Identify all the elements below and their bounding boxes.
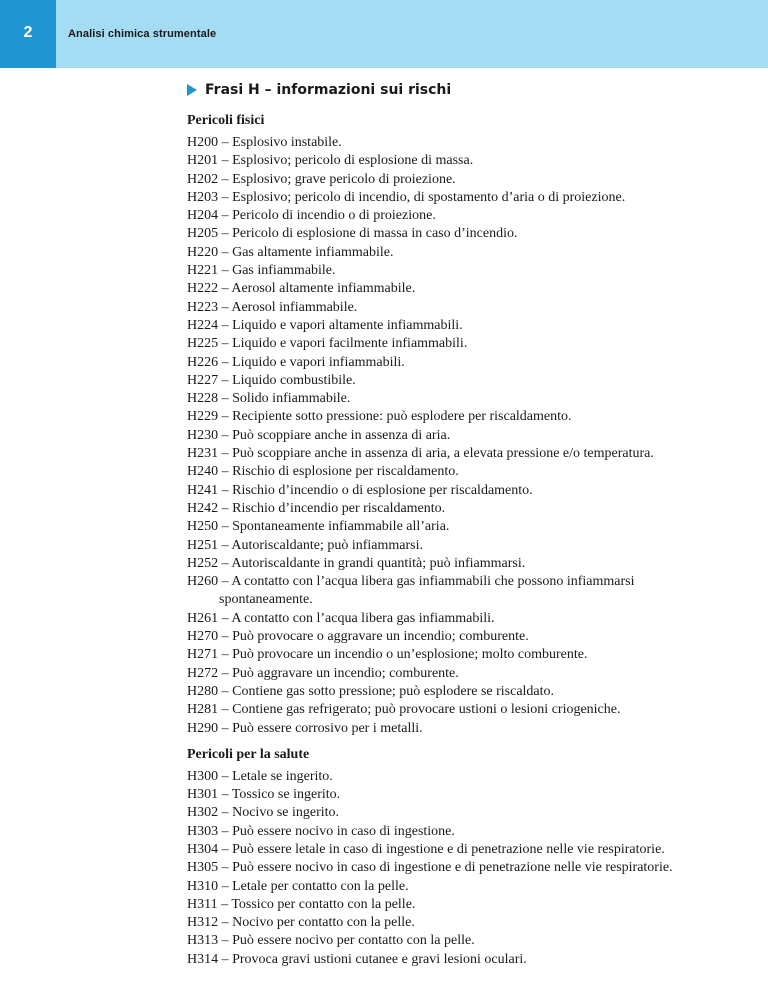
page-number-block xyxy=(0,0,56,68)
hazard-statement: H270 – Può provocare o aggravare un incendio; comburente. xyxy=(187,629,529,645)
hazard-statement: H314 – Provoca gravi ustioni cutanee e gravi lesioni oculari. xyxy=(187,951,527,967)
hazard-statement: H200 – Esplosivo instabile. xyxy=(187,135,342,150)
hazard-statement: H304 – Può essere letale in caso di ingestione e di penetrazione nelle vie respiratorie. xyxy=(187,841,665,857)
hazard-statement: H290 – Può essere corrosivo per i metalli. xyxy=(187,720,423,736)
hazard-statement: H240 – Rischio di esplosione per riscaldamento. xyxy=(187,464,459,480)
hazard-statement: H260 – A contatto con l’acqua libera gas infiammabili che possono infiammarsi spontaneamente. xyxy=(187,574,635,608)
section-title-text: Frasi H – informazioni sui rischi xyxy=(205,82,452,98)
hazard-statement: H312 – Nocivo per contatto con la pelle. xyxy=(187,915,415,931)
hazard-statement: H251 – Autoriscaldante; può infiammarsi. xyxy=(187,537,424,553)
hazard-statement: H230 – Può scoppiare anche in assenza di aria. xyxy=(187,427,451,443)
book-title: Analisi chimica strumentale xyxy=(68,28,217,40)
section-title xyxy=(187,80,727,100)
group-heading-health: Pericoli per la salute xyxy=(187,746,310,762)
hazard-list-health xyxy=(187,768,727,969)
hazard-statement: H231 – Può scoppiare anche in assenza di aria, a elevata pressione e/o temperatura. xyxy=(187,446,654,462)
hazard-statement: H220 – Gas altamente infiammabile. xyxy=(187,244,394,260)
hazard-statement: H241 – Rischio d’incendio o di esplosione per riscaldamento. xyxy=(187,482,533,498)
hazard-statement: H261 – A contatto con l’acqua libera gas infiammabili. xyxy=(187,610,495,626)
hazard-statement: H227 – Liquido combustibile. xyxy=(187,372,356,388)
hazard-statement: H222 – Aerosol altamente infiammabile. xyxy=(187,281,416,297)
hazard-statement: H202 – Esplosivo; grave pericolo di proiezione. xyxy=(187,171,456,187)
hazard-statement: H201 – Esplosivo; pericolo di esplosione di massa. xyxy=(187,153,474,169)
hazard-statement: H271 – Può provocare un incendio o un’esplosione; molto comburente. xyxy=(187,647,588,663)
hazard-statement: H252 – Autoriscaldante in grandi quantità; può infiammarsi. xyxy=(187,555,526,571)
hazard-statement: H228 – Solido infiammabile. xyxy=(187,391,351,407)
hazard-statement: H224 – Liquido e vapori altamente infiammabili. xyxy=(187,317,463,333)
hazard-statement: H281 – Contiene gas refrigerato; può provocare ustioni o lesioni criogeniche. xyxy=(187,702,621,718)
hazard-statement: H204 – Pericolo di incendio o di proiezione. xyxy=(187,208,436,224)
hazard-statement: H303 – Può essere nocivo in caso di ingestione. xyxy=(187,823,455,839)
hazard-statement: H300 – Letale se ingerito. xyxy=(187,768,333,784)
hazard-statement: H221 – Gas infiammabile. xyxy=(187,263,336,279)
hazard-statement: H280 – Contiene gas sotto pressione; può esplodere se riscaldato. xyxy=(187,683,555,699)
hazard-statement: H205 – Pericolo di esplosione di massa in caso d’incendio. xyxy=(187,226,518,242)
hazard-statement: H301 – Tossico se ingerito. xyxy=(187,787,341,803)
hazard-statement: H226 – Liquido e vapori infiammabili. xyxy=(187,354,405,370)
hazard-list-physical xyxy=(187,134,727,738)
hazard-statement: H229 – Recipiente sotto pressione: può esplodere per riscaldamento. xyxy=(187,409,572,425)
hazard-statement: H250 – Spontaneamente infiammabile all’aria. xyxy=(187,519,450,535)
hazard-statement: H310 – Letale per contatto con la pelle. xyxy=(187,878,409,894)
hazard-statement: H225 – Liquido e vapori facilmente infiammabili. xyxy=(187,336,468,352)
page-number: 2 xyxy=(23,24,33,41)
hazard-statement: H313 – Può essere nocivo per contatto con la pelle. xyxy=(187,933,475,949)
hazard-statement: H311 – Tossico per contatto con la pelle. xyxy=(187,896,416,912)
group-heading-physical: Pericoli fisici xyxy=(187,113,265,128)
hazard-statement: H302 – Nocivo se ingerito. xyxy=(187,805,340,821)
page-content xyxy=(187,80,727,969)
hazard-statement: H305 – Può essere nocivo in caso di ingestione e di penetrazione nelle vie respiratorie. xyxy=(187,860,673,876)
hazard-statement: H203 – Esplosivo; pericolo di incendio, di spostamento d’aria o di proiezione. xyxy=(187,189,626,205)
hazard-statement: H242 – Rischio d’incendio per riscaldamento. xyxy=(187,500,446,516)
hazard-statement: H272 – Può aggravare un incendio; comburente. xyxy=(187,665,459,681)
hazard-statement: H223 – Aerosol infiammabile. xyxy=(187,299,358,315)
play-triangle-icon xyxy=(187,84,197,96)
